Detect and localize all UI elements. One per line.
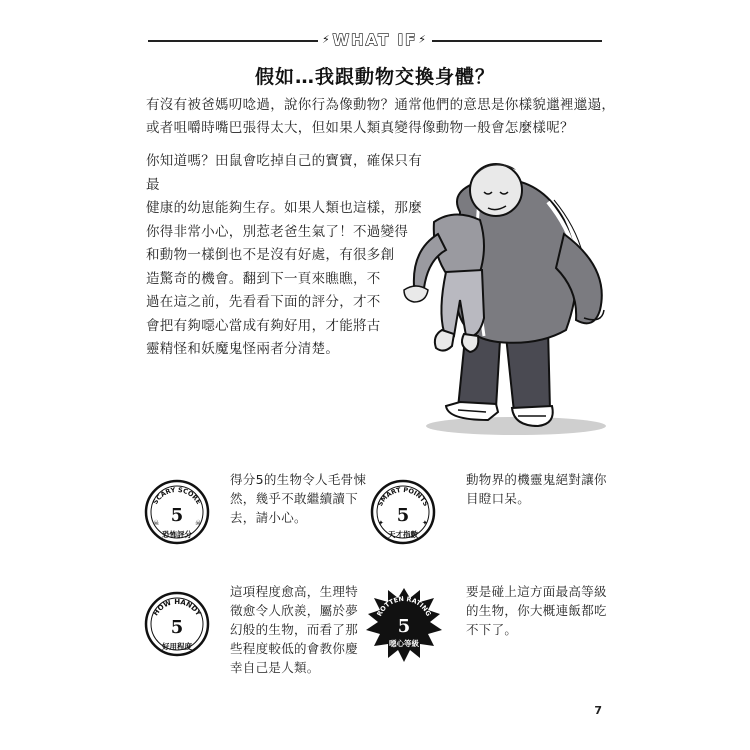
- body-line: 健康的幼崽能夠生存。如果人類也這樣，那麼: [146, 200, 422, 216]
- body-line: 你得非常小心，別惹老爸生氣了！不過變得: [146, 223, 409, 240]
- body-line: 靈精怪和妖魔鬼怪兩者分清楚。: [146, 341, 340, 357]
- description-line: 這項程度愈高，生理特: [230, 584, 359, 599]
- description-line: 幸自己是人類。: [230, 660, 320, 675]
- badge-number: 5: [397, 616, 411, 637]
- scary-score-description: [230, 470, 370, 527]
- smart-points-badge: [368, 477, 438, 547]
- badge-arc-text: SCARY SCORE: [151, 485, 203, 506]
- badge-number: 5: [170, 505, 184, 526]
- description-line: 然，幾乎不敢繼續讀下: [230, 491, 359, 506]
- badge-arc-text: HOW HANDY: [151, 597, 203, 618]
- body-line: 你知道嗎？田鼠會吃掉自己的寶寶，確保只有最: [146, 153, 422, 193]
- skull-icon: ☠: [153, 519, 160, 527]
- lightning-icon: ⚡: [418, 33, 428, 46]
- what-if-badge: [322, 29, 428, 51]
- page-number: 7: [594, 704, 602, 717]
- page-title: 假如…我跟動物交換身體？: [254, 66, 495, 88]
- header-rule-right: [432, 40, 602, 42]
- rotten-rating-description: [466, 582, 616, 639]
- badge-number: 5: [396, 505, 410, 526]
- badge-bottom-text: 好用程度: [162, 642, 192, 651]
- body-paragraph: [146, 150, 422, 362]
- description-line: 要是碰上這方面最高等級: [466, 584, 607, 599]
- skull-icon: ☠: [195, 519, 202, 527]
- rotten-rating-badge: [364, 584, 444, 664]
- badge-bottom-text: 天才指數: [388, 530, 418, 539]
- lightbulb-icon: ✦: [378, 519, 384, 527]
- lightning-icon: ⚡: [322, 33, 332, 46]
- body-line: 過在這之前，先看看下面的評分，才不: [146, 294, 381, 310]
- description-line: 不下了。: [466, 622, 518, 637]
- scary-score-badge: [142, 477, 212, 547]
- body-line: 會把有夠噁心當成有夠好用，才能將古: [146, 317, 381, 334]
- description-line: 目瞪口呆。: [466, 491, 531, 506]
- intro-paragraph: [146, 94, 616, 140]
- badge-bottom-text: 噁心等級: [389, 639, 419, 648]
- badge-number: 5: [170, 617, 184, 638]
- badge-arc-text: ROTTEN RATING: [375, 594, 433, 618]
- man-carrying-child-illustration: [388, 150, 624, 440]
- intro-line: 有沒有被爸媽叨唸過，說你行為像動物？通常他們的意思是你樣貌邋裡邋遢，: [146, 97, 616, 113]
- badge-arc-text: SMART POINTS: [376, 485, 430, 508]
- header-rule-left: [148, 40, 318, 42]
- description-line: 得分5的生物令人毛骨悚: [230, 472, 367, 487]
- body-line: 造驚奇的機會。翻到下一頁來瞧瞧，不: [146, 270, 381, 287]
- description-line: 去，請小心。: [230, 510, 307, 525]
- description-line: 動物界的機靈鬼絕對讓你: [466, 472, 607, 487]
- description-line: 些程度較低的會教你慶: [230, 641, 359, 656]
- what-if-text: WHAT IF: [332, 31, 418, 49]
- how-handy-description: [230, 582, 370, 677]
- how-handy-badge: [142, 589, 212, 659]
- intro-line: 或者咀嚼時嘴巴張得太大，但如果人類真變得像動物一般會怎麼樣呢？: [146, 120, 574, 136]
- badge-bottom-text: 恐怖評分: [162, 530, 192, 539]
- description-line: 的生物，你大概連飯都吃: [466, 603, 607, 618]
- smart-points-description: [466, 470, 616, 508]
- body-line: 和動物一樣倒也不是沒有好處，有很多創: [146, 247, 395, 263]
- description-line: 徵愈令人欣羨，屬於夢: [230, 603, 359, 618]
- description-line: 幻般的生物，而看了那: [230, 622, 359, 637]
- lightbulb-icon: ✦: [422, 519, 428, 527]
